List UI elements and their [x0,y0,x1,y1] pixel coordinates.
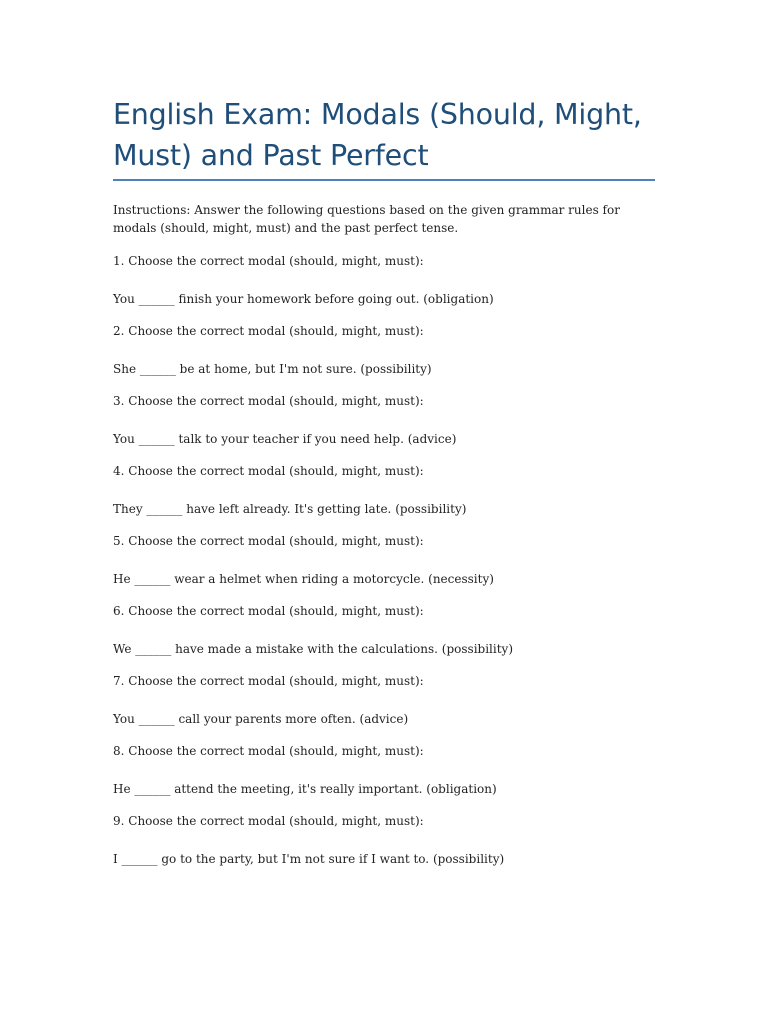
question-item [113,601,655,671]
question-item [113,671,655,741]
question-prompt: 9. Choose the correct modal (should, might, must): [113,814,424,828]
question-item [113,531,655,601]
question-prompt: 3. Choose the correct modal (should, might, must): [113,394,424,408]
question-sentence: We ______ have made a mistake with the calculations. (possibility) [113,642,514,656]
question-prompt: 4. Choose the correct modal (should, might, must): [113,464,424,478]
question-prompt: 7. Choose the correct modal (should, might, must): [113,674,424,688]
document-title: English Exam: Modals (Should, Might, Must) and Past Perfect [113,98,642,172]
instructions-text: Instructions: Answer the following questions based on the given grammar rules for modals (should, might, must) and the past perfect tense. [113,203,620,235]
question-item [113,811,655,869]
question-item [113,251,655,321]
question-prompt: 6. Choose the correct modal (should, might, must): [113,604,424,618]
title-underline [113,179,655,181]
question-prompt: 1. Choose the correct modal (should, might, must): [113,254,424,268]
question-sentence: You ______ talk to your teacher if you need help. (advice) [113,432,457,446]
question-sentence: She ______ be at home, but I'm not sure. (possibility) [113,362,432,376]
question-sentence: You ______ call your parents more often. (advice) [113,712,409,726]
question-sentence: I ______ go to the party, but I'm not sure if I want to. (possibility) [113,852,505,866]
question-item [113,741,655,811]
question-sentence: You ______ finish your homework before going out. (obligation) [113,292,494,306]
question-sentence: He ______ attend the meeting, it's really important. (obligation) [113,782,497,796]
question-sentence: They ______ have left already. It's getting late. (possibility) [113,502,467,516]
question-item [113,321,655,391]
question-item [113,461,655,531]
question-item [113,391,655,461]
question-prompt: 2. Choose the correct modal (should, might, must): [113,324,424,338]
question-sentence: He ______ wear a helmet when riding a motorcycle. (necessity) [113,572,494,586]
document-body [113,201,655,869]
question-prompt: 8. Choose the correct modal (should, might, must): [113,744,424,758]
question-prompt: 5. Choose the correct modal (should, might, must): [113,534,424,548]
question-list [113,251,655,869]
